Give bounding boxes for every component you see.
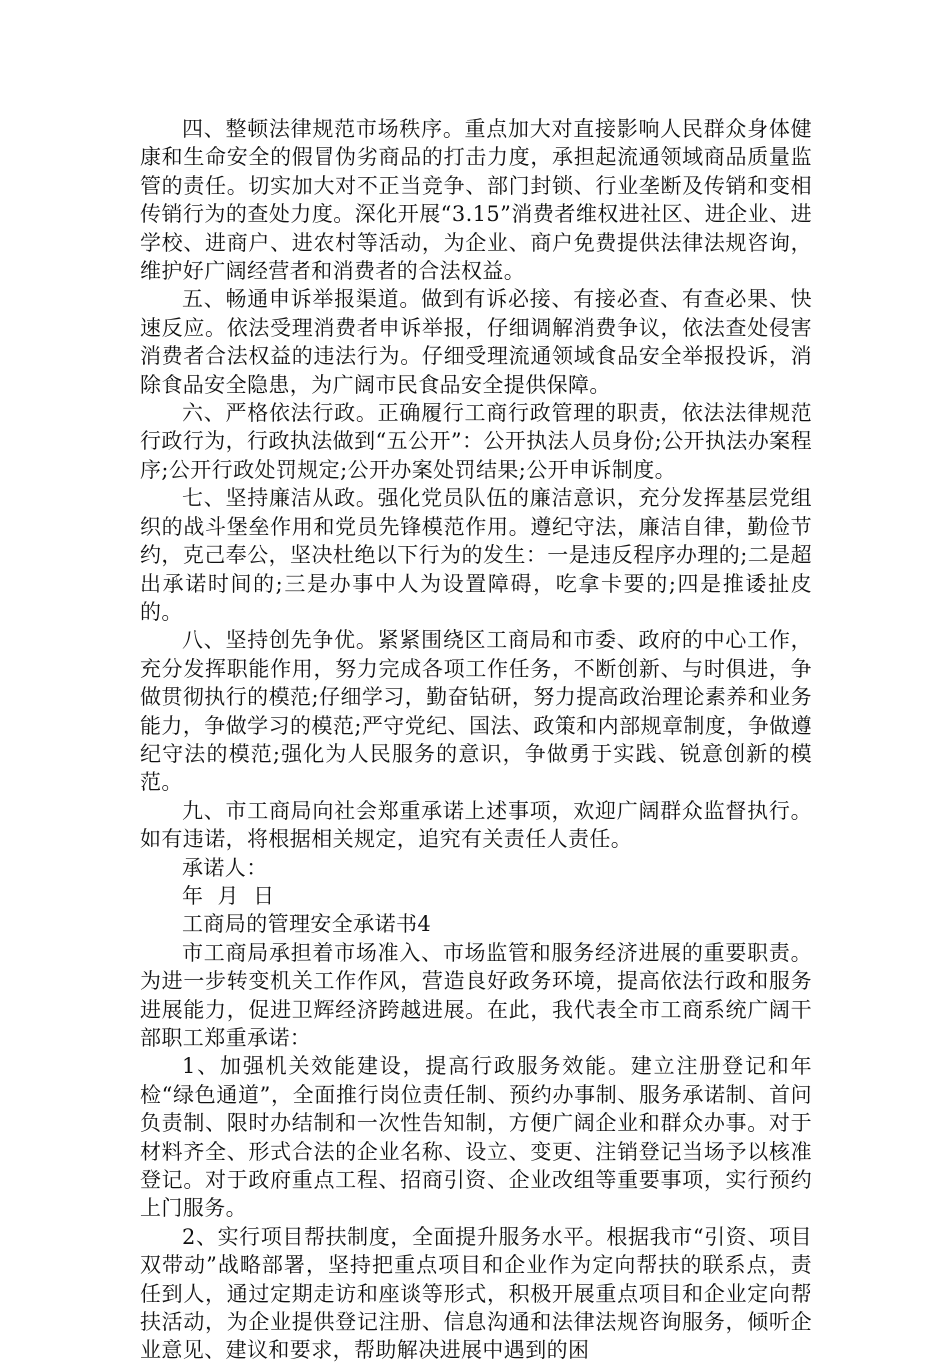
pledge-item-2: 2、实行项目帮扶制度，全面提升服务水平。根据我市“引资、项目双带动”战略部署，坚持把重点项目和企业作为定向帮扶的联系点，责任到人，通过定期走访和座谈等形式，积极开展重点项目和企业定向帮扶活动，为企业提供登记注册、信息沟通和法律法规咨询服务，倾听企业意见、建议和要求，帮助解决进展中遇到的困 [140, 1224, 812, 1363]
paragraph-item-7: 七、坚持廉洁从政。强化党员队伍的廉洁意识，充分发挥基层党组织的战斗堡垒作用和党员先锋模范作用。遵纪守法，廉洁自律，勤俭节约，克己奉公，坚决杜绝以下行为的发生：一是违反程序办理的;二是超出承诺时间的;三是办事中人为设置障碍，吃拿卡要的;四是推诿扯皮的。 [140, 486, 812, 624]
date-line: 年 月 日 [182, 883, 275, 908]
paragraph-item-9: 九、市工商局向社会郑重承诺上述事项，欢迎广阔群众监督执行。如有违诺，将根据相关规定，追究有关责任人责任。 [140, 798, 812, 852]
signatory-label: 承诺人： [182, 855, 268, 880]
paragraph-item-4: 四、整顿法律规范市场秩序。重点加大对直接影响人民群众身体健康和生命安全的假冒伪劣商品的打击力度，承担起流通领域商品质量监管的责任。切实加大对不正当竞争、部门封锁、行业垄断及传销和变相传销行为的查处力度。深化开展“3.15”消费者维权进社区、进企业、进学校、进商户、进农村等活动，为企业、商户免费提供法律法规咨询，维护好广阔经营者和消费者的合法权益。 [140, 117, 812, 284]
document-body [140, 115, 812, 1365]
pledge-item-1: 1、加强机关效能建设，提高行政服务效能。建立注册登记和年检“绿色通道”，全面推行岗位责任制、预约办事制、服务承诺制、首问负责制、限时办结制和一次性告知制，方便广阔企业和群众办事。对于材料齐全、形式合法的企业名称、设立、变更、注销登记当场予以核准登记。对于政府重点工程、招商引资、企业改组等重要事项，实行预约上门服务。 [140, 1054, 812, 1221]
intro-paragraph: 市工商局承担着市场准入、市场监管和服务经济进展的重要职责。为进一步转变机关工作作风，营造良好政务环境，提高依法行政和服务进展能力，促进卫辉经济跨越进展。在此，我代表全市工商系统广阔干部职工郑重承诺： [140, 940, 812, 1050]
paragraph-item-8: 八、坚持创先争优。紧紧围绕区工商局和市委、政府的中心工作，充分发挥职能作用，努力完成各项工作任务，不断创新、与时俱进，争做贯彻执行的模范;仔细学习，勤奋钻研，努力提高政治理论素养和业务能力，争做学习的模范;严守党纪、国法、政策和内部规章制度，争做遵纪守法的模范;强化为人民服务的意识，争做勇于实践、锐意创新的模范。 [140, 628, 812, 795]
paragraph-item-5: 五、畅通申诉举报渠道。做到有诉必接、有接必查、有查必果、快速反应。依法受理消费者申诉举报，仔细调解消费争议，依法查处侵害消费者合法权益的违法行为。仔细受理流通领域食品安全举报投诉，消除食品安全隐患，为广阔市民食品安全提供保障。 [140, 287, 812, 397]
paragraph-item-6: 六、严格依法行政。正确履行工商行政管理的职责，依法法律规范行政行为，行政执法做到“五公开”：公开执法人员身份;公开执法办案程序;公开行政处罚规定;公开办案处罚结果;公开申诉制度。 [140, 401, 812, 482]
section-heading: 工商局的管理安全承诺书4 [182, 912, 432, 937]
